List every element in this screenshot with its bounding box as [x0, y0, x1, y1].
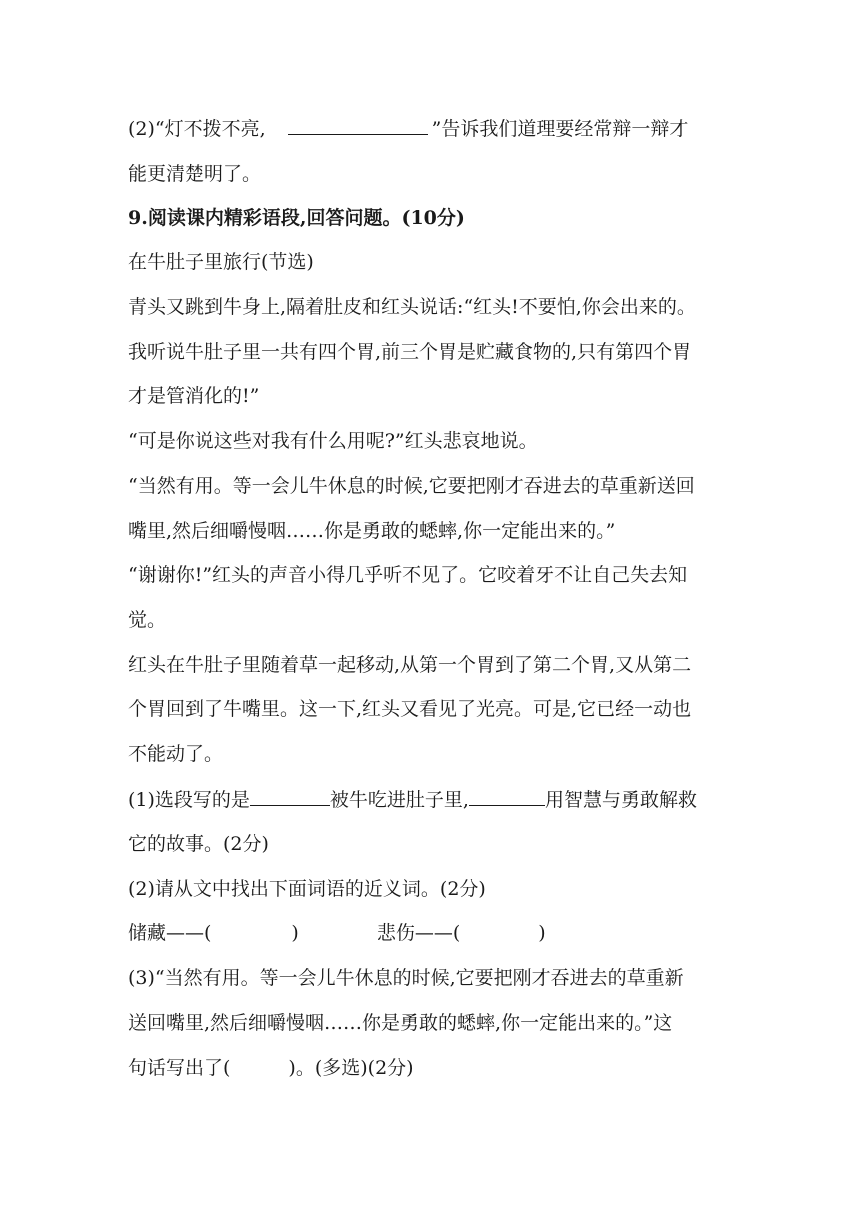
- passage-line: “谢谢你!”红头的声音小得几乎听不见了。它咬着牙不让自己失去知: [128, 564, 688, 586]
- q9-sub3-line2: 送回嘴里,然后细嚼慢咽……你是勇敢的蟋蟀,你一定能出来的。”这: [128, 1012, 673, 1034]
- synonym-close-2: ): [538, 922, 546, 944]
- q9-sub3-text-b: )。(多选)(2分): [288, 1057, 414, 1079]
- passage-line: 不能动了。: [128, 743, 224, 765]
- synonym-word-2: 悲伤——(: [376, 922, 461, 944]
- q9-sub1-blank-2[interactable]: [469, 787, 545, 806]
- q9-sub2-words: [128, 921, 546, 945]
- q8-sub2-line2: 能更清楚明了。: [128, 163, 262, 185]
- q9-heading: 9.阅读课内精彩语段,回答问题。(10分): [128, 207, 465, 229]
- q8-sub2-line1: [128, 116, 688, 141]
- q9-sub2-prompt: (2)请从文中找出下面词语的近义词。(2分): [128, 878, 486, 900]
- q9-sub1-text-b: 被牛吃进肚子里,: [329, 789, 469, 811]
- synonym-word-1: 储藏——(: [128, 922, 212, 944]
- q8-sub2-suffix: ”告诉我们道理要经常辩一辩才: [431, 118, 689, 140]
- q8-sub2-prefix: (2)“灯不拨不亮,: [128, 118, 266, 140]
- q9-sub3-line1: (3)“当然有用。等一会儿牛休息的时候,它要把刚才吞进去的草重新: [128, 967, 684, 989]
- synonym-close-1: ): [291, 922, 299, 944]
- passage-line: 嘴里,然后细嚼慢咽……你是勇敢的蟋蟀,你一定能出来的。”: [128, 520, 616, 542]
- q9-sub1-text-a: (1)选段写的是: [128, 789, 250, 811]
- passage-line: “当然有用。等一会儿牛休息的时候,它要把刚才吞进去的草重新送回: [128, 475, 695, 497]
- passage-line: 我听说牛肚子里一共有四个胃,前三个胃是贮藏食物的,只有第四个胃: [128, 341, 692, 363]
- q9-sub1-line2: 它的故事。(2分): [128, 833, 269, 855]
- passage-line: 个胃回到了牛嘴里。这一下,红头又看见了光亮。可是,它已经一动也: [128, 698, 692, 720]
- q9-sub1-blank-1[interactable]: [250, 787, 330, 806]
- q9-sub1-text-c: 用智慧与勇敢解救: [544, 789, 697, 811]
- passage-line: 青头又跳到牛身上,隔着肚皮和红头说话:“红头!不要怕,你会出来的。: [128, 296, 696, 318]
- passage-line: “可是你说这些对我有什么用呢?”红头悲哀地说。: [128, 430, 538, 452]
- passage-line: 红头在牛肚子里随着草一起移动,从第一个胃到了第二个胃,又从第二: [128, 654, 692, 676]
- q8-sub2-answer-blank[interactable]: [288, 116, 428, 135]
- passage-line: 才是管消化的!”: [128, 385, 260, 407]
- q9-sub3-line3: [128, 1056, 414, 1080]
- q9-sub3-text-a: 句话写出了(: [128, 1057, 231, 1079]
- passage-line: 觉。: [128, 609, 167, 631]
- passage-title: 在牛肚子里旅行(节选): [128, 251, 314, 273]
- q9-sub1-line1: [128, 787, 697, 812]
